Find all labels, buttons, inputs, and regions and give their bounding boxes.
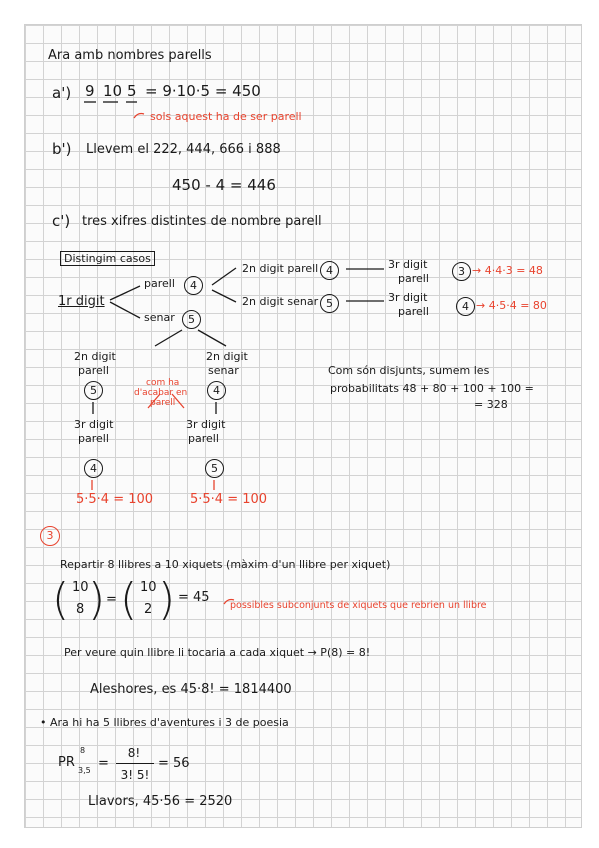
left-result: 5·5·4 = 100 <box>76 492 154 507</box>
left-circle-5: 5 <box>84 381 103 400</box>
binom1-bottom: 8 <box>76 602 85 617</box>
branch1-second-digit: 2n digit parell <box>242 262 319 275</box>
branch2-second-digit: 2n digit senar <box>242 295 319 308</box>
branch1-circle-4: 4 <box>320 261 339 280</box>
branch1-third-digit: 3r digit <box>388 258 428 271</box>
left-second-parell: parell <box>78 364 109 377</box>
part-b-label: b') <box>52 140 72 158</box>
binom1-right-paren: ) <box>88 574 106 625</box>
left-circle-4: 4 <box>84 459 103 478</box>
branch2-circle-4: 4 <box>456 297 475 316</box>
binom1-left-paren: ( <box>52 574 70 625</box>
right-second-senar: senar <box>208 364 239 377</box>
pr-superscript: 8 <box>80 746 86 755</box>
branch1-circle-3: 3 <box>452 262 471 281</box>
sum-line-2: probabilitats 48 + 80 + 100 + 100 = <box>330 382 534 395</box>
left-third-digit: 3r digit <box>74 418 114 431</box>
pr-symbol: PR <box>58 755 75 770</box>
part-a-expression: = 9·10·5 = 450 <box>145 82 261 100</box>
branch2-third-digit: 3r digit <box>388 291 428 304</box>
part-a-label: a') <box>52 84 72 102</box>
problem-3-title: Repartir 8 llibres a 10 xiquets (màxim d'un llibre per xiquet) <box>60 558 391 571</box>
fraction-bar <box>116 763 154 764</box>
digit-9: 9 <box>85 82 95 100</box>
binom2-bottom: 2 <box>144 602 153 617</box>
fraction-result: = 56 <box>158 756 190 771</box>
bullet-line: • Ara hi ha 5 llibres d'aventures i 3 de poesia <box>40 716 289 729</box>
binom1-top: 10 <box>72 580 89 595</box>
branch2-parell: parell <box>398 305 429 318</box>
result-line: Aleshores, es 45·8! = 1814400 <box>90 682 292 697</box>
left-third-parell: parell <box>78 432 109 445</box>
first-digit-senar: senar <box>144 311 175 324</box>
distingim-casos-box: Distingim casos <box>60 251 155 266</box>
circle-4: 4 <box>184 276 203 295</box>
part-b-result: 450 - 4 = 446 <box>172 176 276 194</box>
pr-subscript: 3,5 <box>78 766 91 775</box>
pr-equals: = <box>98 756 109 771</box>
circle-5: 5 <box>182 310 201 329</box>
branch1-parell: parell <box>398 272 429 285</box>
middle-note-2: d'acabar en <box>134 388 188 398</box>
right-circle-4: 4 <box>207 381 226 400</box>
heading-line: Ara amb nombres parells <box>48 48 212 63</box>
binom-result: = 45 <box>178 590 210 605</box>
part-c-label: c') <box>52 212 71 230</box>
problem-3-number: 3 <box>40 526 60 546</box>
right-third-parell: parell <box>188 432 219 445</box>
binom-note: possibles subconjunts de xiquets que rebrien un llibre <box>230 600 487 611</box>
binom2-top: 10 <box>140 580 157 595</box>
branch2-circle-5: 5 <box>320 294 339 313</box>
part-b-text: Llevem el 222, 444, 666 i 888 <box>86 142 281 157</box>
right-third-digit: 3r digit <box>186 418 226 431</box>
final-line: Llavors, 45·56 = 2520 <box>88 794 233 809</box>
fraction-denominator: 3! 5! <box>120 768 150 782</box>
digit-5: 5 <box>127 82 137 100</box>
part-c-text: tres xifres distintes de nombre parell <box>82 214 322 229</box>
binom-equals: = <box>106 592 117 607</box>
branch2-result: → 4·5·4 = 80 <box>476 299 547 312</box>
binom2-right-paren: ) <box>158 574 176 625</box>
middle-note-3: parell <box>150 398 176 408</box>
fraction-numerator: 8! <box>127 746 141 760</box>
digit-10: 10 <box>103 82 123 100</box>
middle-note-1: com ha <box>146 378 180 388</box>
branch1-result: → 4·4·3 = 48 <box>472 264 543 277</box>
left-second-digit: 2n digit <box>74 350 116 363</box>
right-circle-5: 5 <box>205 459 224 478</box>
first-digit-label: 1r digit <box>58 294 105 309</box>
first-digit-parell: parell <box>144 277 175 290</box>
right-result: 5·5·4 = 100 <box>190 492 268 507</box>
sum-line-1: Com són disjunts, sumem les <box>328 364 490 377</box>
binom2-left-paren: ( <box>120 574 138 625</box>
right-second-digit: 2n digit <box>206 350 248 363</box>
sum-line-3: = 328 <box>474 398 508 411</box>
permutation-line: Per veure quin llibre li tocaria a cada xiquet → P(8) = 8! <box>64 646 371 659</box>
part-a-note: sols aquest ha de ser parell <box>150 110 302 123</box>
